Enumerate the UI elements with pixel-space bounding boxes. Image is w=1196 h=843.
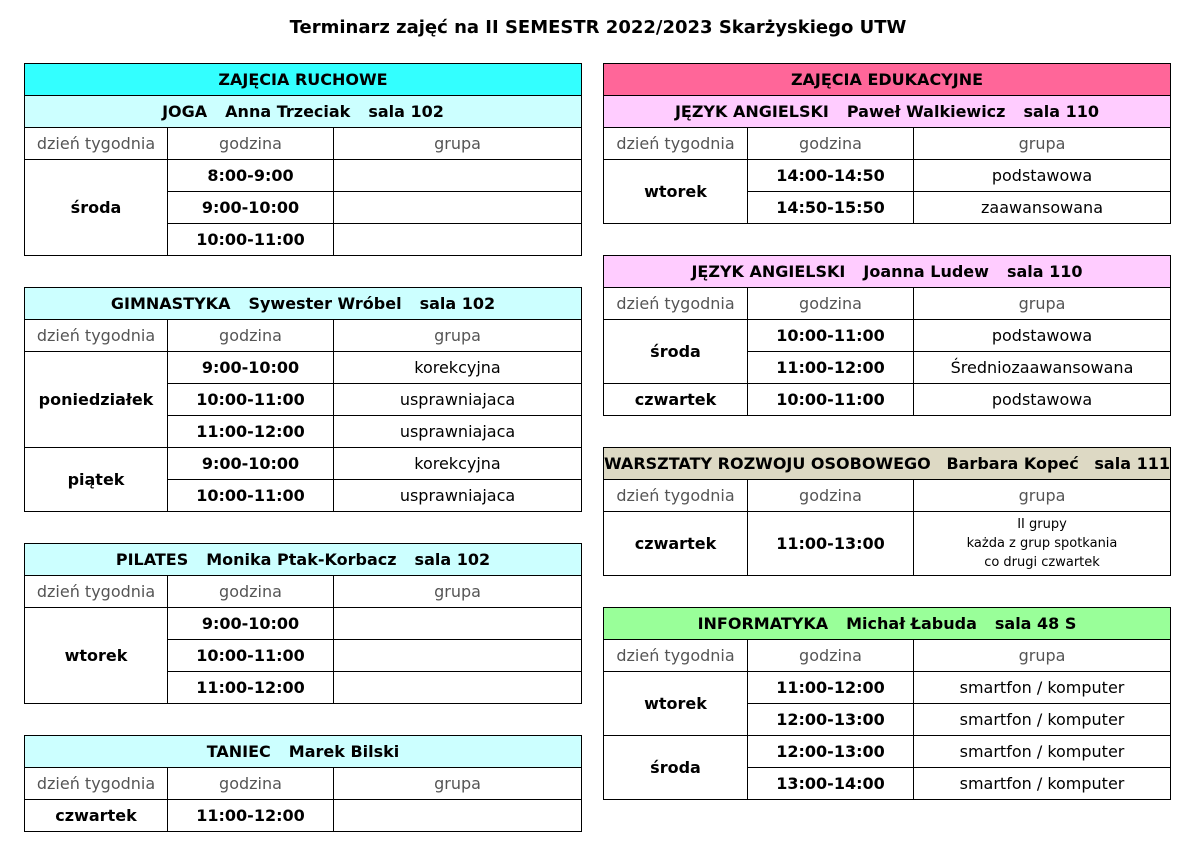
angielski1-title-row	[603, 95, 1171, 128]
warsztaty-name: WARSZTATY ROZWOJU OSOBOWEGO	[604, 454, 931, 473]
hour-cell: 12:00-13:00	[747, 703, 914, 736]
taniec-name: TANIEC	[206, 742, 271, 761]
angielski2-title-row	[603, 255, 1171, 288]
group-cell	[333, 607, 582, 640]
group-cell: smartfon / komputer	[913, 703, 1171, 736]
taniec-teacher: Marek Bilski	[288, 742, 400, 761]
hour-cell: 12:00-13:00	[747, 735, 914, 768]
group-cell	[333, 799, 582, 832]
hour-cell: 10:00-11:00	[167, 383, 334, 416]
joga-name: JOGA	[162, 102, 208, 121]
section-header-zajecia-ruchowe	[24, 63, 582, 96]
gimnastyka-room: sala 102	[419, 294, 496, 313]
joga-title-row	[24, 95, 582, 128]
hour-cell: 10:00-11:00	[167, 223, 334, 256]
angielski2-teacher: Joanna Ludew	[863, 262, 989, 281]
day-cell: wtorek	[24, 607, 168, 704]
header-hour: godzina	[747, 127, 914, 160]
hour-cell: 13:00-14:00	[747, 767, 914, 800]
day-cell: środa	[24, 159, 168, 256]
angielski2-room: sala 110	[1006, 262, 1083, 281]
header-day: dzień tygodnia	[603, 639, 748, 672]
header-hour: godzina	[167, 767, 334, 800]
pilates-title-row	[24, 543, 582, 576]
header-group: grupa	[913, 639, 1171, 672]
day-cell: środa	[603, 735, 748, 800]
group-cell: usprawniajaca	[333, 383, 582, 416]
day-cell: czwartek	[603, 511, 748, 576]
day-cell: poniedziałek	[24, 351, 168, 448]
hour-cell: 9:00-10:00	[167, 607, 334, 640]
gimnastyka-title-row	[24, 287, 582, 320]
warsztaty-title-row	[603, 447, 1171, 480]
group-cell: podstawowa	[913, 319, 1171, 352]
group-cell: korekcyjna	[333, 447, 582, 480]
pilates-teacher: Monika Ptak-Korbacz	[206, 550, 397, 569]
header-day: dzień tygodnia	[603, 479, 748, 512]
group-cell: korekcyjna	[333, 351, 582, 384]
group-cell	[333, 671, 582, 704]
warsztaty-room: sala 111	[1094, 454, 1170, 473]
group-cell: usprawniajaca	[333, 415, 582, 448]
header-hour: godzina	[747, 287, 914, 320]
header-hour: godzina	[747, 479, 914, 512]
page-title: Terminarz zajęć na II SEMESTR 2022/2023 Skarżyskiego UTW	[289, 17, 907, 38]
angielski1-room: sala 110	[1023, 102, 1100, 121]
header-hour: godzina	[167, 319, 334, 352]
hour-cell: 10:00-11:00	[167, 639, 334, 672]
hour-cell: 9:00-10:00	[167, 351, 334, 384]
day-cell: piątek	[24, 447, 168, 512]
header-group: grupa	[913, 127, 1171, 160]
group-cell: podstawowa	[913, 159, 1171, 192]
group-cell: smartfon / komputer	[913, 767, 1171, 800]
pilates-name: PILATES	[115, 550, 189, 569]
taniec-title-row	[24, 735, 582, 768]
group-cell: podstawowa	[913, 383, 1171, 416]
hour-cell: 9:00-10:00	[167, 447, 334, 480]
hour-cell: 11:00-12:00	[747, 351, 914, 384]
gimnastyka-teacher: Sywester Wróbel	[248, 294, 402, 313]
hour-cell: 14:50-15:50	[747, 191, 914, 224]
header-hour: godzina	[747, 639, 914, 672]
header-hour: godzina	[167, 575, 334, 608]
section-header-zajecia-edukacyjne	[603, 63, 1171, 96]
group-cell-multiline	[913, 511, 1171, 576]
warsztaty-teacher: Barbara Kopeć	[946, 454, 1079, 473]
header-group: grupa	[913, 287, 1171, 320]
day-cell: środa	[603, 319, 748, 384]
group-cell: Średniozaawansowana	[913, 351, 1171, 384]
group-line: każda z grup spotkania	[966, 536, 1118, 551]
day-cell: wtorek	[603, 671, 748, 736]
header-day: dzień tygodnia	[24, 575, 168, 608]
group-cell: smartfon / komputer	[913, 671, 1171, 704]
informatyka-teacher: Michał Łabuda	[846, 614, 977, 633]
day-cell: wtorek	[603, 159, 748, 224]
hour-cell: 11:00-13:00	[747, 511, 914, 576]
angielski1-name: JĘZYK ANGIELSKI	[674, 102, 829, 121]
hour-cell: 11:00-12:00	[167, 799, 334, 832]
hour-cell: 11:00-12:00	[167, 415, 334, 448]
angielski1-teacher: Paweł Walkiewicz	[846, 102, 1006, 121]
hour-cell: 14:00-14:50	[747, 159, 914, 192]
header-group: grupa	[333, 575, 582, 608]
header-day: dzień tygodnia	[603, 127, 748, 160]
group-cell: zaawansowana	[913, 191, 1171, 224]
group-cell: usprawniajaca	[333, 479, 582, 512]
header-day: dzień tygodnia	[24, 319, 168, 352]
header-hour: godzina	[167, 127, 334, 160]
day-cell: czwartek	[603, 383, 748, 416]
header-day: dzień tygodnia	[24, 127, 168, 160]
header-group: grupa	[333, 127, 582, 160]
hour-cell: 9:00-10:00	[167, 191, 334, 224]
angielski2-name: JĘZYK ANGIELSKI	[691, 262, 846, 281]
hour-cell: 11:00-12:00	[747, 671, 914, 704]
section-label: ZAJĘCIA RUCHOWE	[218, 70, 388, 89]
header-group: grupa	[333, 767, 582, 800]
group-cell: smartfon / komputer	[913, 735, 1171, 768]
hour-cell: 10:00-11:00	[167, 479, 334, 512]
group-line: co drugi czwartek	[984, 555, 1100, 570]
informatyka-room: sala 48 S	[994, 614, 1077, 633]
group-cell	[333, 639, 582, 672]
header-day: dzień tygodnia	[603, 287, 748, 320]
joga-teacher: Anna Trzeciak	[225, 102, 351, 121]
group-cell	[333, 191, 582, 224]
section-label: ZAJĘCIA EDUKACYJNE	[790, 70, 984, 89]
hour-cell: 8:00-9:00	[167, 159, 334, 192]
group-line: II grupy	[1017, 517, 1067, 532]
pilates-room: sala 102	[414, 550, 491, 569]
header-group: grupa	[333, 319, 582, 352]
hour-cell: 10:00-11:00	[747, 383, 914, 416]
informatyka-title-row	[603, 607, 1171, 640]
informatyka-name: INFORMATYKA	[697, 614, 829, 633]
group-cell	[333, 159, 582, 192]
day-cell: czwartek	[24, 799, 168, 832]
header-day: dzień tygodnia	[24, 767, 168, 800]
hour-cell: 11:00-12:00	[167, 671, 334, 704]
group-cell	[333, 223, 582, 256]
header-group: grupa	[913, 479, 1171, 512]
hour-cell: 10:00-11:00	[747, 319, 914, 352]
gimnastyka-name: GIMNASTYKA	[110, 294, 231, 313]
joga-room: sala 102	[368, 102, 444, 121]
